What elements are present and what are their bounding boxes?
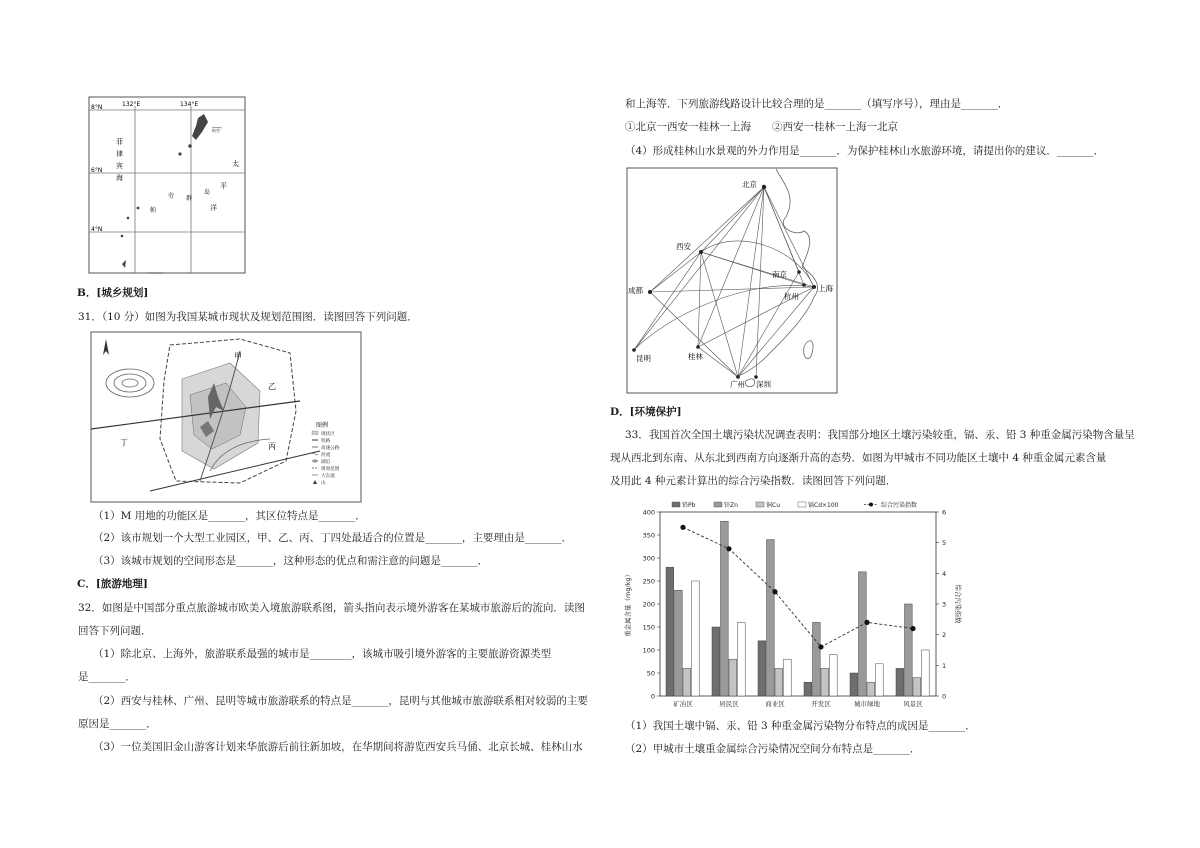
y-tick-label: 300 — [642, 554, 655, 563]
bar — [876, 664, 884, 696]
legend-swatch — [798, 502, 806, 507]
legend-item: 高速公路 — [321, 446, 340, 451]
place-label: 宾 — [116, 162, 123, 170]
bar — [775, 668, 783, 696]
bar — [867, 682, 875, 696]
lat-label: 4°N — [91, 226, 103, 233]
chart-svg — [618, 498, 970, 710]
place-label: 洋 — [210, 204, 217, 212]
bar — [913, 678, 921, 696]
y2-tick-label: 5 — [942, 539, 947, 548]
y-tick-label: 50 — [646, 669, 655, 678]
zone-label: 丁 — [120, 438, 128, 447]
y-tick-label: 350 — [642, 531, 655, 540]
q31-part1: （1）M 用地的功能区是_______，其区位特点是_______． — [93, 510, 366, 522]
city-label-chengdu: 成都 — [628, 286, 643, 295]
x-tick-label: 居民区 — [719, 700, 739, 708]
zone-label: 乙 — [268, 382, 276, 391]
place-label: 太 — [232, 160, 239, 168]
bar — [813, 622, 821, 696]
bar — [859, 572, 867, 696]
bar — [666, 567, 674, 696]
heavy-metal-chart — [618, 498, 970, 710]
q31-part2: （2）该市规划一个大型工业园区，甲、乙、丙、丁四处最适合的位置是_______，主要理由是_______． — [93, 532, 573, 544]
x-tick-label: 风景区 — [903, 700, 923, 708]
y2-tick-label: 6 — [942, 508, 947, 517]
pollution-index-point — [680, 525, 685, 530]
city-label-guilin: 桂林 — [688, 352, 703, 361]
legend-item: 湖泊 — [321, 460, 331, 465]
bar — [729, 659, 737, 696]
plot-frame — [660, 512, 936, 696]
y2-tick-label: 1 — [942, 661, 947, 670]
q32-intro-line1: 32．如图是中国部分重点旅游城市欧美入境旅游联系图，箭头指向表示境外游客在某城市旅游后的流向．读图 — [78, 602, 585, 614]
q32-part1-line1: （1）除北京、上海外，旅游联系最强的城市是________，该城市吸引境外游客的主要旅游资源类型 — [93, 648, 552, 660]
city-label-kunming: 昆明 — [636, 354, 651, 363]
bar — [821, 668, 829, 696]
legend-label: 铜Cu — [766, 502, 780, 509]
section-d-heading: D．[环境保护] — [610, 406, 682, 418]
place-label: 平 — [220, 182, 227, 190]
zone-label: 丙 — [268, 442, 276, 451]
bar — [712, 627, 720, 696]
legend-title: 图例 — [316, 422, 329, 429]
legend-label: 锌Zn — [724, 502, 738, 509]
legend-label: 综合污染指数 — [881, 502, 918, 509]
pollution-index-point — [864, 620, 869, 625]
y-tick-label: 100 — [642, 646, 655, 655]
city-label-beijing: 北京 — [742, 180, 757, 189]
y2-axis-label: 综合污染指数 — [954, 584, 962, 624]
x-tick-label: 城市绿地 — [854, 700, 880, 708]
bar — [738, 622, 746, 696]
section-b-heading: B．[城乡规划] — [77, 287, 149, 299]
pollution-index-point — [772, 589, 777, 594]
q32-part3-options: ①北京一西安一桂林一上海 ②西安一桂林一上海一北京 — [625, 121, 898, 133]
place-label: 群 — [186, 195, 193, 202]
q32-part2-line2: 原因是_______． — [78, 718, 157, 730]
bar — [758, 641, 766, 696]
pollution-index-point — [818, 644, 823, 649]
legend-swatch — [672, 502, 680, 507]
q33-intro-line2: 现从西北到东南、从东北到西南方向逐渐升高的态势．如图为甲城市不同功能区土壤中 4 种重金属元素含量 — [610, 452, 1107, 464]
place-label: 菲 — [116, 138, 123, 146]
q33-intro-line3: 及用此 4 种元素计算出的综合污染指数．读图回答下列问题． — [610, 475, 897, 487]
svg-text:帕劳: 帕劳 — [212, 128, 220, 133]
y2-tick-label: 3 — [942, 600, 947, 609]
q33-part2: （2）甲城市土壤重金属综合污染情况空间分布特点是_______． — [625, 743, 921, 755]
lat-label: 8°N — [91, 104, 103, 111]
x-tick-label: 开发区 — [811, 700, 831, 708]
legend-label: 铅Pb — [682, 502, 696, 509]
x-tick-label: 商业区 — [765, 700, 785, 708]
legend-item: 河流 — [321, 453, 331, 458]
legend-line-marker — [869, 503, 873, 507]
y-axis-label: 重金属含量（mg/kg） — [624, 570, 632, 638]
y2-tick-label: 2 — [942, 631, 947, 640]
q32-part2-line1: （2）西安与桂林、广州、昆明等城市旅游联系的特点是_______，昆明与其他城市旅游联系相对较弱的主要 — [93, 695, 588, 707]
legend-swatch — [714, 502, 722, 507]
legend-item: 现状区 — [321, 432, 335, 437]
city-planning-map — [90, 331, 362, 503]
bar — [692, 581, 700, 696]
y-tick-label: 200 — [642, 600, 655, 609]
tourism-flow-map — [626, 167, 838, 394]
pollution-index-point — [726, 546, 731, 551]
legend-item: 规划范围 — [321, 467, 340, 472]
bar — [767, 540, 775, 696]
legend-item: 山 — [321, 481, 326, 486]
q31-intro: 31．（10 分）如图为我国某城市现状及规划范围图．读图回答下列问题． — [78, 311, 418, 323]
bar — [675, 590, 683, 696]
y-tick-label: 250 — [642, 577, 655, 586]
place-label: 律 — [116, 150, 123, 158]
y2-tick-label: 0 — [942, 692, 947, 701]
city-label-nanjing: 南京 — [772, 270, 787, 279]
legend-swatch — [756, 502, 764, 507]
bar — [830, 655, 838, 696]
legend-item: 铁路 — [321, 439, 331, 444]
bar — [804, 682, 812, 696]
city-label-xian: 西安 — [676, 242, 691, 251]
bar — [896, 668, 904, 696]
y2-tick-label: 4 — [942, 569, 947, 578]
q32-intro-line2: 回答下列问题． — [78, 625, 152, 637]
bar — [905, 604, 913, 696]
city-label-guangzhou: 广州 — [730, 380, 745, 389]
q33-intro-line1: 33．我国首次全国土壤污染状况调查表明：我国部分地区土壤污染较重，镉、汞、铅 3 种重金属污染物含量呈 — [625, 429, 1135, 441]
bar — [922, 650, 930, 696]
bar — [784, 659, 792, 696]
section-c-heading: C．[旅游地理] — [77, 578, 148, 590]
lat-label: 6°N — [91, 167, 103, 174]
city-label-hangzhou: 杭州 — [784, 292, 799, 301]
city-label-shenzhen: 深圳 — [756, 380, 771, 389]
bar — [683, 668, 691, 696]
place-label: 岛 — [204, 189, 211, 196]
lon-label: 132°E — [122, 101, 141, 108]
legend-label: 镉Cd×100 — [808, 502, 839, 509]
x-tick-label: 矿冶区 — [673, 700, 693, 708]
lon-label: 134°E — [180, 101, 199, 108]
place-label: 帕 — [150, 207, 157, 214]
q31-part3: （3）该城市规划的空间形态是_______，这种形态的优点和需注意的问题是_______． — [93, 555, 489, 567]
place-label: 劳 — [168, 193, 175, 200]
q33-part1: （1）我国土壤中镉、汞、铅 3 种重金属污染物分布特点的成因是_______． — [625, 720, 976, 732]
zone-label: 甲 — [234, 352, 242, 361]
y-tick-label: 400 — [642, 508, 655, 517]
q32-part4: （4）形成桂林山水景观的外力作用是_______．为保护桂林山水旅游环境，请提出你的建议．_______． — [625, 145, 1105, 157]
legend-item: 大东流 — [321, 474, 335, 479]
q32-part1-line2: 是_______． — [78, 671, 136, 683]
q32-part3-line2: 和上海等．下列旅游线路设计比较合理的是_______（填写序号），理由是_______． — [625, 98, 1009, 110]
place-label: 海 — [116, 174, 123, 182]
city-label-shanghai: 上海 — [818, 284, 833, 293]
q32-part3-line1: （3）一位美国旧金山游客计划来华旅游后前往新加坡，在华期间将游览西安兵马俑、北京长城、桂林山水 — [93, 741, 583, 753]
bar — [850, 673, 858, 696]
y-tick-label: 0 — [650, 692, 655, 701]
y-tick-label: 150 — [642, 623, 655, 632]
pacific-map — [88, 96, 246, 274]
pollution-index-point — [910, 626, 915, 631]
